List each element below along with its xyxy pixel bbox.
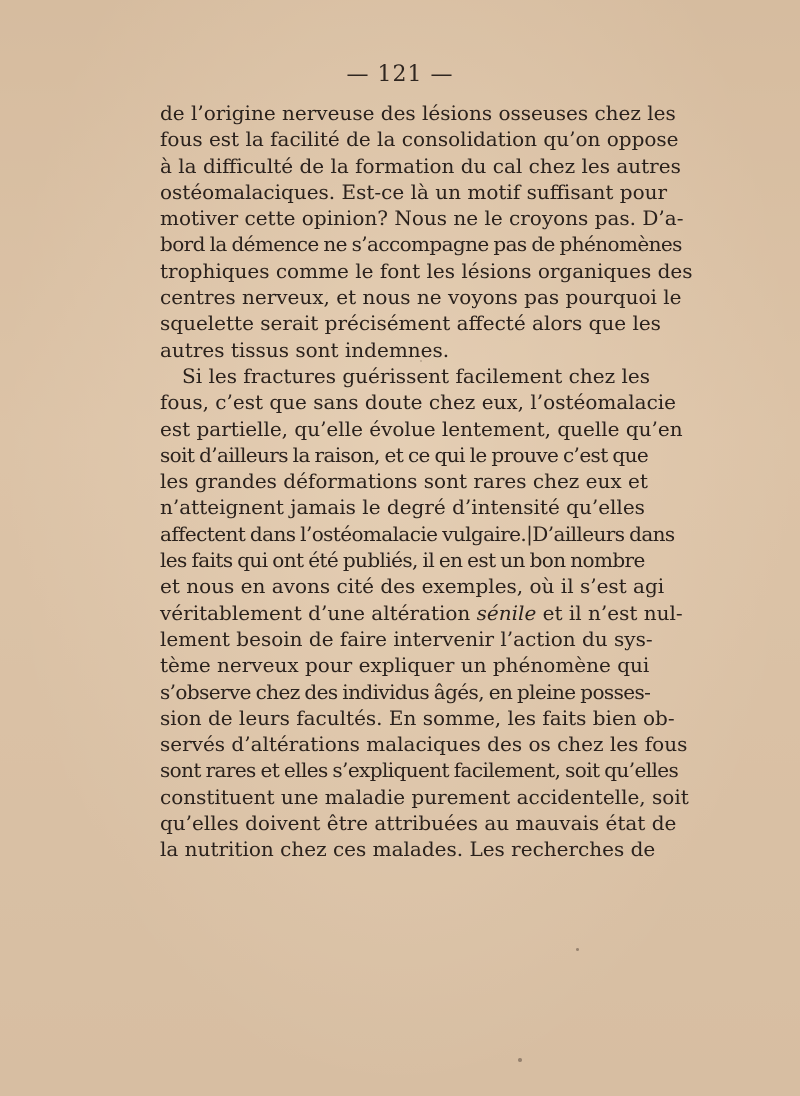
text-line-6: bord la démence ne s’accompagne pas de phénomènes <box>160 232 682 257</box>
text-line-17: affectent dans l’ostéomalacie vulgaire.|D’ailleurs dans <box>160 521 675 546</box>
text-line-14: soit d’ailleurs la raison, et ce qui le prouve c’est que <box>160 442 649 467</box>
text-line-20-part-1: véritablement d’une altération <box>160 600 471 625</box>
text-line-18: les faits qui ont été publiés, il en est un bon nombre <box>160 548 645 573</box>
paper-speck <box>518 1058 522 1062</box>
text-line-4: ostéomalaciques. Est-ce là un motif suffisant pour <box>160 179 668 204</box>
page-number: — 121 — <box>346 62 454 87</box>
paper-speck <box>420 360 422 362</box>
text-line-16: n’atteignent jamais le degré d’intensité qu’elles <box>160 495 645 520</box>
text-line-25: servés d’altérations malaciques des os chez les fous <box>160 732 688 757</box>
text-line-29: la nutrition chez ces malades. Les recherches de <box>160 837 656 862</box>
text-line-9: squelette serait précisément affecté alors que les <box>160 311 661 336</box>
text-line-19: et nous en avons cité des exemples, où il s’est agi <box>160 574 665 599</box>
text-line-22: tème nerveux pour expliquer un phénomène qui <box>160 653 650 678</box>
body-text <box>160 100 693 863</box>
text-line-28: qu’elles doivent être attribuées au mauvais état de <box>160 811 677 836</box>
paper-speck <box>576 948 579 951</box>
text-line-23: s’observe chez des individus âgés, en pleine posses- <box>160 679 651 704</box>
text-line-10: autres tissus sont indemnes. <box>160 337 450 362</box>
text-line-15: les grandes déformations sont rares chez eux et <box>160 469 648 494</box>
text-line-7: trophiques comme le font les lésions organiques des <box>160 258 693 283</box>
text-line-27: constituent une maladie purement accidentelle, soit <box>160 784 689 809</box>
text-line-13: est partielle, qu’elle évolue lentement, quelle qu’en <box>160 416 683 441</box>
text-line-3: à la difficulté de la formation du cal chez les autres <box>160 153 681 178</box>
italic-word-senile: sénile <box>476 600 537 625</box>
text-line-2: fous est la facilité de la consolidation qu’on oppose <box>160 127 679 152</box>
text-line-11: Si les fractures guérissent facilement chez les <box>182 363 650 388</box>
text-line-1: de l’origine nerveuse des lésions osseuses chez les <box>160 101 676 125</box>
text-line-24: sion de leurs facultés. En somme, les faits bien ob- <box>160 705 675 730</box>
text-line-5: motiver cette opinion? Nous ne le croyons pas. D’a- <box>160 206 684 231</box>
text-line-12: fous, c’est que sans doute chez eux, l’ostéomalacie <box>160 390 677 415</box>
text-line-8: centres nerveux, et nous ne voyons pas pourquoi le <box>160 285 682 310</box>
text-line-26: sont rares et elles s’expliquent facilement, soit qu’elles <box>160 758 679 783</box>
text-line-20-part-2: et il n’est nul- <box>542 600 683 625</box>
text-line-21: lement besoin de faire intervenir l’action du sys- <box>160 626 653 651</box>
text-line-20 <box>160 600 683 626</box>
